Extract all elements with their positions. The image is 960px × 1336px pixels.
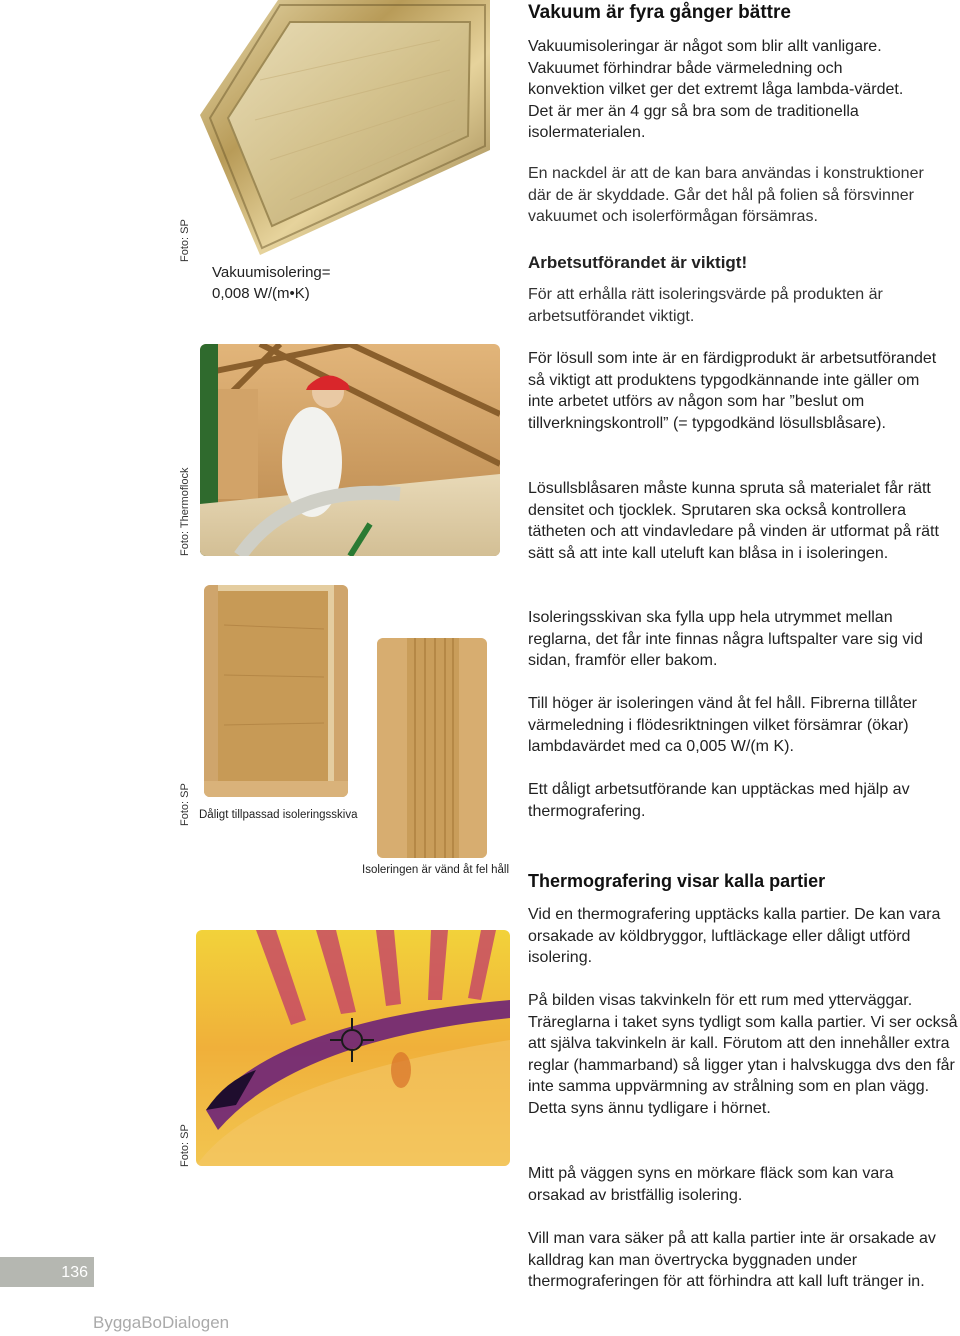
paragraph: För lösull som inte är en färdigprodukt är arbetsutförandet så viktigt att produktens typgodkännande inte gäller om inte arbetet utförs av någon som har ”beslut om tillverkningskontroll” (= typgodkänd lösullsblåsare). (528, 350, 937, 432)
wrong-direction-board-photo (377, 638, 487, 858)
paragraph: Ett dåligt arbetsutförande kan upptäckas med hjälp av thermografering. (528, 781, 910, 820)
paragraph: För att erhålla rätt isoleringsvärde på produkten är arbetsutförandet viktigt. (528, 286, 883, 325)
badly-fitted-caption: Dåligt tillpassad isoleringsskiva (199, 809, 358, 821)
section-title-vakuum: Vakuum är fyra gånger bättre (528, 2, 791, 23)
thermography-photo (196, 930, 510, 1166)
paragraph: Isoleringsskivan ska fylla upp hela utrymmet mellan reglarna, det får inte finnas några luftspalter vare sig vid sidan, framför eller bakom. (528, 609, 923, 670)
wrong-direction-caption: Isoleringen är vänd åt fel håll (362, 864, 510, 876)
vacuum-caption-line2: 0,008 W/(m•K) (212, 285, 310, 302)
loose-fill-blowing-photo (200, 344, 500, 556)
paragraph: Vid en thermografering upptäcks kalla partier. De kan vara orsakade av köldbryggor, luftläckage eller dåligt utförd isolering. (528, 906, 941, 967)
paragraph: Lösullsblåsaren måste kunna spruta så materialet får rätt densitet och tjocklek. Sprutaren ska också kontrollera tätheten och att vindavledare på vinden är utformat på rätt sätt så att inte kall uteluft kan blåsa in i isoleringen. (528, 480, 939, 562)
photo-credit: Foto: SP (179, 783, 191, 826)
badly-fitted-board-photo (204, 585, 348, 797)
paragraph: Till höger är isoleringen vänd åt fel håll. Fibrerna tillåter värmeledning i flödesriktningen vilket försämrar (ökar) lambdavärdet med ca 0,005 W/(m K). (528, 695, 917, 756)
vacuum-caption (212, 262, 412, 304)
paragraph: Vill man vara säker på att kalla partier inte är orsakade av kalldrag kan man övertrycka byggnaden under thermograferingen för att förhindra att kall luft tränger in. (528, 1230, 936, 1291)
paragraph: På bilden visas takvinkeln för ett rum med ytterväggar. Träreglarna i taket syns tydligt som kalla partier. Vi ser också att själva takvinkeln är kall. Förutom att den innehåller extra reglar (hammarband) så ligger ytan i halvskugga dvs den får inte samma uppvärmning av strålning som en plan vägg. Detta syns ännu tydligare i hörnet. (528, 992, 958, 1117)
paragraph: Mitt på väggen syns en mörkare fläck som kan vara orsakad av bristfällig isolering. (528, 1165, 894, 1204)
section-title-arbetsutforande: Arbetsutförandet är viktigt! (528, 253, 748, 272)
vacuum-panel-photo (200, 0, 490, 260)
photo-credit: Foto: Thermoflock (179, 467, 191, 556)
photo-credit: Foto: SP (179, 1124, 191, 1167)
photo-credit: Foto: SP (179, 219, 191, 262)
publication-brand: ByggaBoDialogen (93, 1313, 230, 1332)
vacuum-caption-line1: Vakuumisolering= (212, 264, 331, 281)
paragraph: Vakuumisoleringar är något som blir allt vanligare. Vakuumet förhindrar både värmeledning och konvektion vilket ger det extremt låga lambda-värdet. Det är mer än 4 ggr så bra som de traditionella isolermaterialen. (528, 38, 904, 142)
paragraph: En nackdel är att de kan bara användas i konstruktioner där de är skyddade. Går det hål på folien så försvinner vakuumet och isolerförmågan försämras. (528, 165, 924, 226)
section-title-thermografering: Thermografering visar kalla partier (528, 871, 826, 891)
page-number: 136 (0, 1257, 94, 1287)
